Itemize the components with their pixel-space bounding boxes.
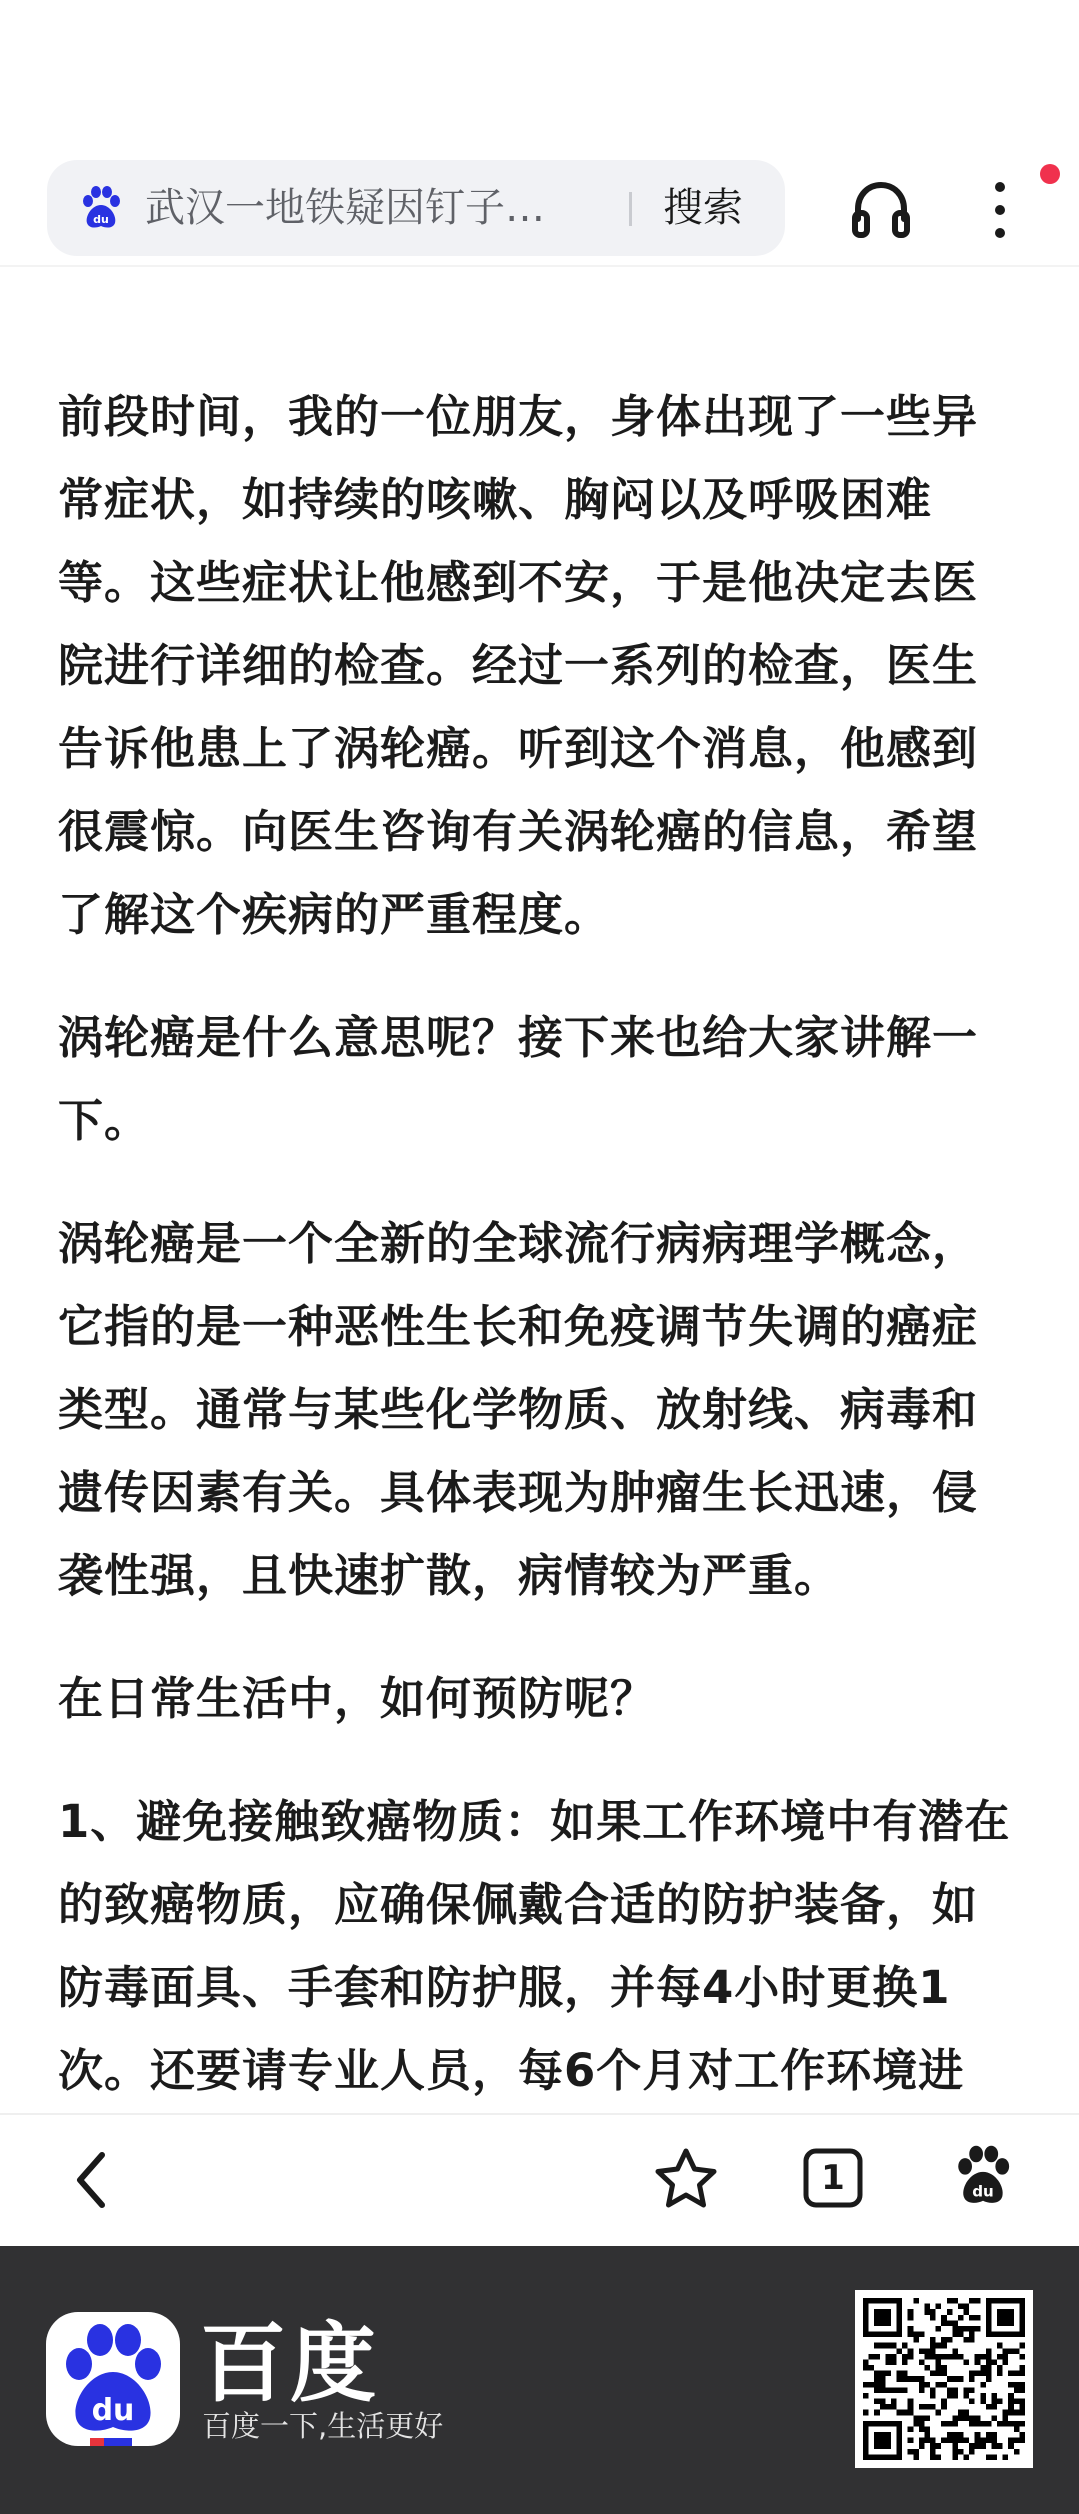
search-divider <box>629 192 632 226</box>
star-icon[interactable] <box>650 2143 722 2215</box>
brand-name: 百度 <box>200 2314 380 2414</box>
qr-code <box>855 2290 1033 2468</box>
baidu-paw-icon <box>46 2312 180 2446</box>
article-paragraph: 涡轮癌是什么意思呢？接下来也给大家讲解一下。 <box>58 1011 979 1147</box>
notification-dot <box>1040 164 1060 184</box>
qr-code-image <box>863 2298 1025 2460</box>
baidu-paw-icon <box>77 184 125 232</box>
baidu-banner <box>0 2246 1079 2514</box>
headphone-icon[interactable] <box>846 175 916 245</box>
chevron-left-icon[interactable] <box>62 2145 122 2215</box>
more-vertical-icon[interactable] <box>980 175 1020 245</box>
article-paragraph: 1、避免接触致癌物质：如果工作环境中有潜在的致癌物质，应确保佩戴合适的防护装备，如防毒面具、手套和防护服，并每4小时更换1次。还要请专业人员，每6个月对工作环境进 <box>58 1795 1011 2097</box>
article-paragraph: 涡轮癌是一个全新的全球流行病病理学概念，它指的是一种恶性生长和免疫调节失调的癌症类型。通常与某些化学物质、放射线、病毒和遗传因素有关。具体表现为肿瘤生长迅速，侵袭性强，且快速扩散，病情较为严重。 <box>58 1217 979 1602</box>
svg-text:du: du <box>972 2182 994 2201</box>
header-divider <box>0 265 1079 267</box>
bottom-toolbar <box>0 2113 1079 2246</box>
article-paragraph: 在日常生活中，如何预防呢？ <box>58 1672 657 1725</box>
article-body <box>58 375 1023 2152</box>
brand-slogan: 百度一下,生活更好 <box>202 2409 444 2443</box>
baidu-paw-icon[interactable] <box>950 2143 1016 2209</box>
svg-text:du: du <box>91 2393 135 2428</box>
svg-text:du: du <box>93 213 109 226</box>
search-button[interactable]: 搜索 <box>663 185 743 231</box>
search-bar[interactable] <box>47 160 785 256</box>
tabs-button[interactable] <box>800 2145 866 2211</box>
tab-count: 1 <box>821 2158 845 2198</box>
baidu-logo <box>46 2312 180 2446</box>
search-query-text[interactable]: 武汉一地铁疑因钉子… <box>145 185 545 231</box>
article-paragraph: 前段时间，我的一位朋友，身体出现了一些异常症状，如持续的咳嗽、胸闷以及呼吸困难等。这些症状让他感到不安，于是他决定去医院进行详细的检查。经过一系列的检查，医生告诉他患上了涡轮癌。听到这个消息，他感到很震惊。向医生咨询有关涡轮癌的信息，希望了解这个疾病的严重程度。 <box>58 390 979 941</box>
